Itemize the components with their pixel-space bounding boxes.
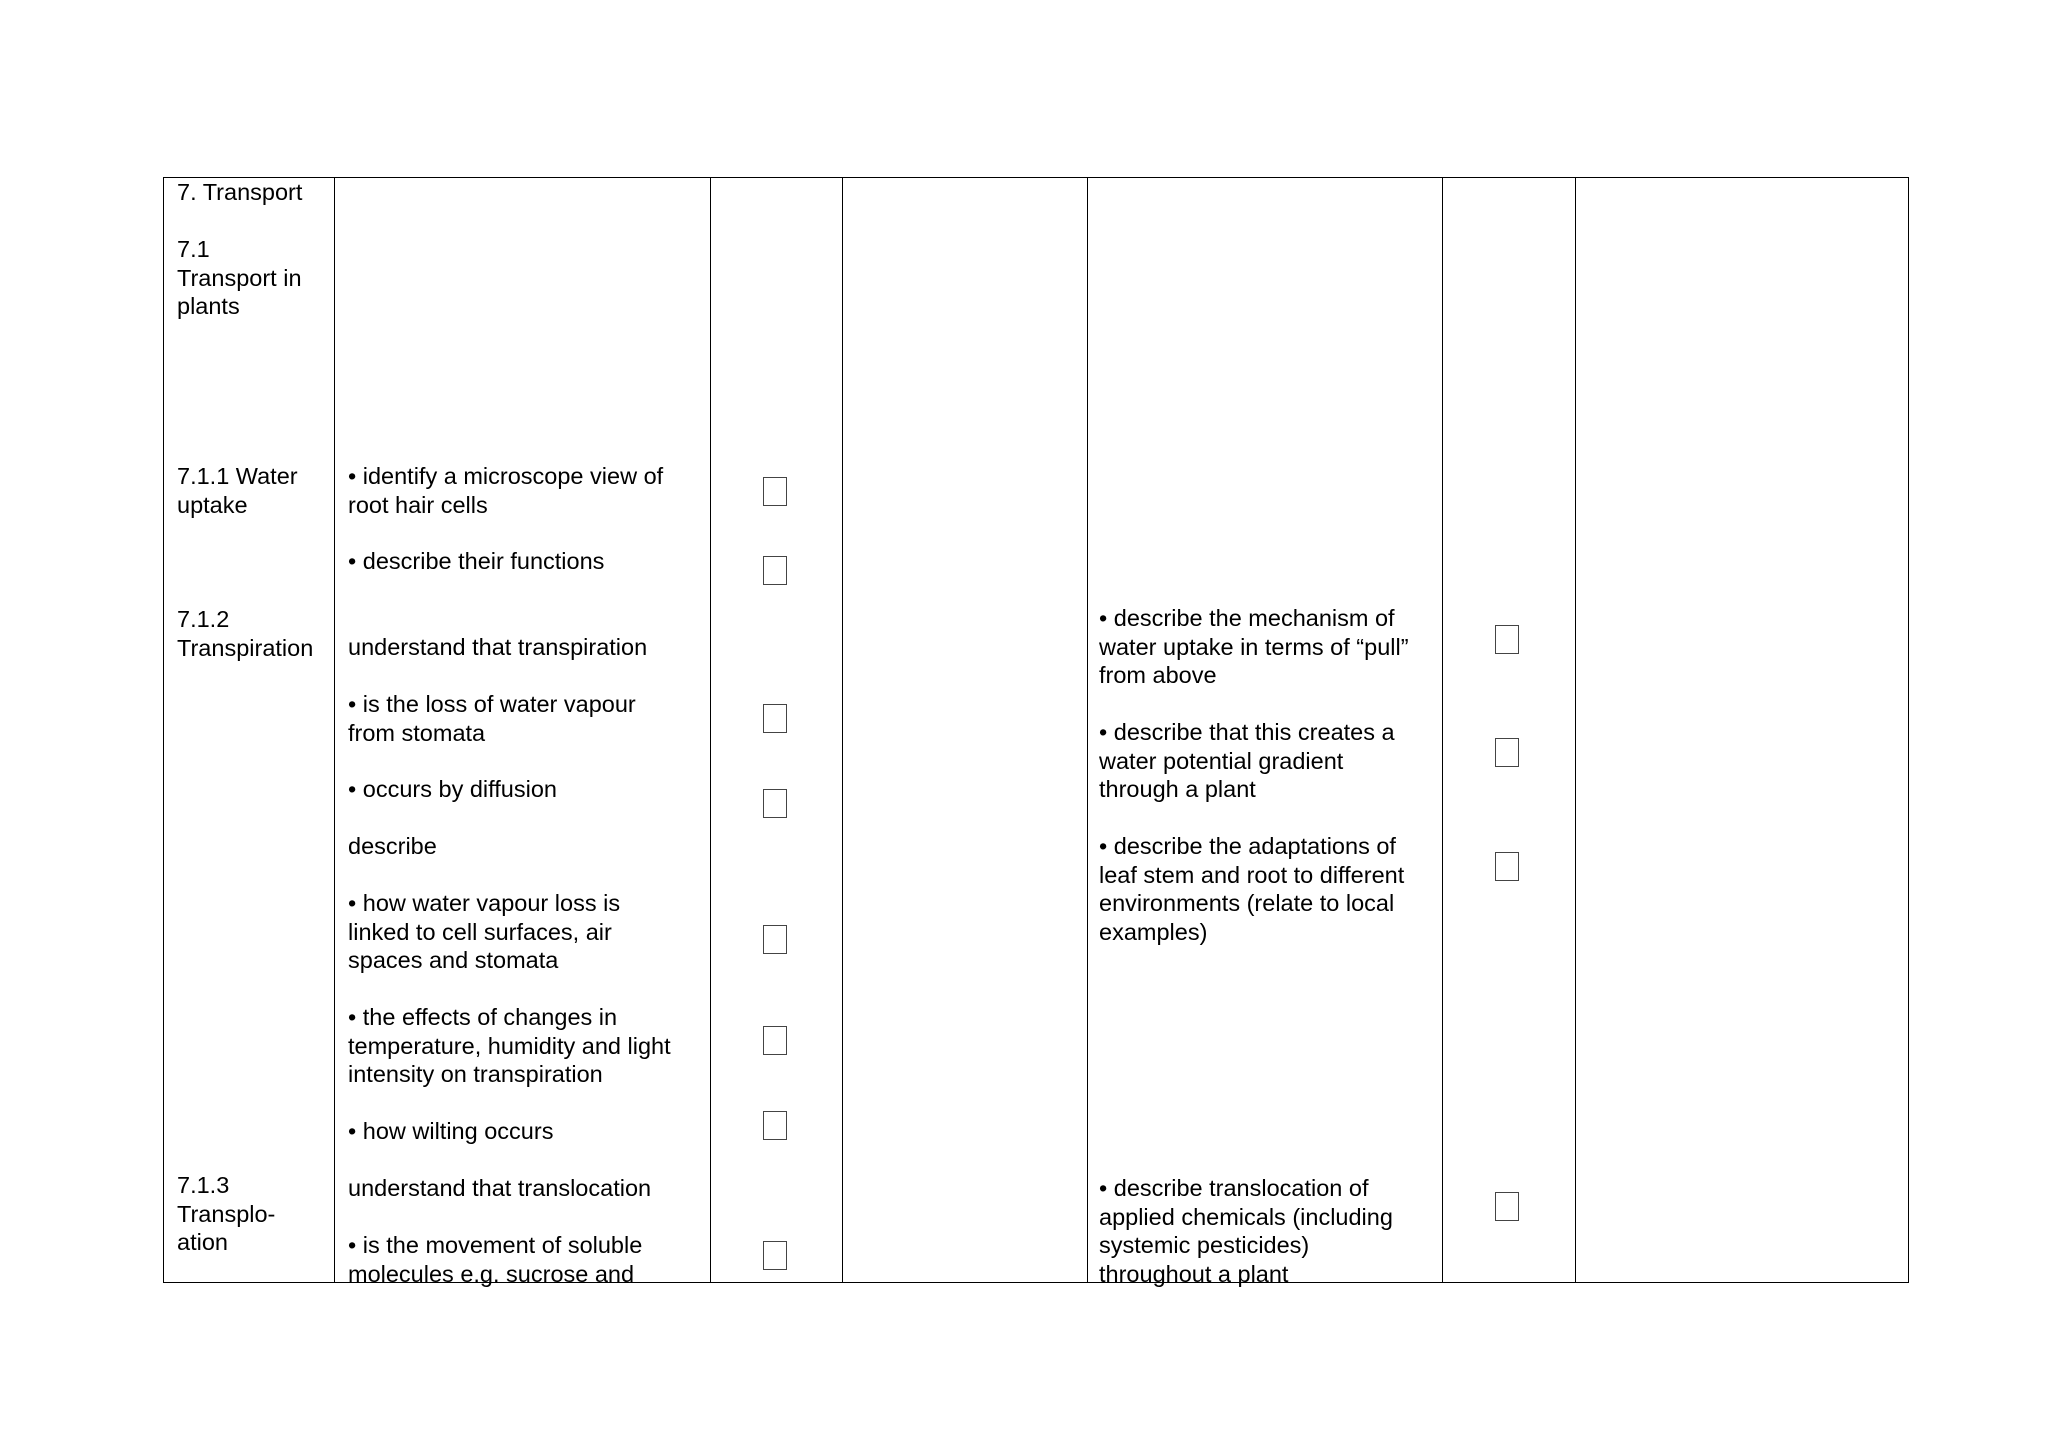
core-item: understand that translocation (348, 1175, 652, 1201)
core-checkbox[interactable] (763, 1026, 787, 1055)
extended-checkbox[interactable] (1495, 1192, 1519, 1221)
core-checkbox[interactable] (763, 1111, 787, 1140)
topic-7-1: 7.1 Transport in plants (177, 236, 302, 319)
core-checkbox[interactable] (763, 704, 787, 733)
topic-heading: 7. Transport (177, 179, 303, 205)
core-checkbox[interactable] (763, 556, 787, 585)
topic-7-1-1: 7.1.1 Water uptake (177, 463, 298, 518)
extended-item: • describe the adaptations of leaf stem and root to different environments (relate to local examples) (1099, 833, 1405, 945)
extended-item: • describe that this creates a water potential gradient through a plant (1099, 719, 1395, 802)
column-divider (710, 177, 711, 1283)
extended-checkbox[interactable] (1495, 852, 1519, 881)
extended-checkbox[interactable] (1495, 738, 1519, 767)
core-item: describe (348, 833, 437, 859)
extended-checkbox[interactable] (1495, 625, 1519, 654)
core-item: understand that transpiration (348, 634, 648, 660)
core-item: • describe their functions (348, 548, 605, 574)
core-checkbox[interactable] (763, 1241, 787, 1270)
column-divider (1442, 177, 1443, 1283)
core-item: • identify a microscope view of root hair cells (348, 463, 664, 518)
extended-item: • describe translocation of applied chemicals (including systemic pesticides) throughout a plant (1099, 1175, 1393, 1287)
core-item: • is the movement of soluble molecules e.g. sucrose and (348, 1232, 643, 1287)
core-item: • how wilting occurs (348, 1118, 554, 1144)
core-checkbox[interactable] (763, 789, 787, 818)
column-divider (1575, 177, 1576, 1283)
core-item: • occurs by diffusion (348, 776, 557, 802)
topic-7-1-3: 7.1.3 Transplo- ation (177, 1172, 276, 1255)
column-divider (1087, 177, 1088, 1283)
topic-7-1-2: 7.1.2 Transpiration (177, 606, 314, 661)
core-checkbox[interactable] (763, 925, 787, 954)
core-checkbox[interactable] (763, 477, 787, 506)
core-item: • is the loss of water vapour from stomata (348, 691, 636, 746)
extended-item: • describe the mechanism of water uptake in terms of “pull” from above (1099, 605, 1409, 688)
core-item: • the effects of changes in temperature, humidity and light intensity on transpiration (348, 1004, 671, 1087)
column-divider (334, 177, 335, 1283)
column-divider (842, 177, 843, 1283)
core-item: • how water vapour loss is linked to cell surfaces, air spaces and stomata (348, 890, 621, 973)
